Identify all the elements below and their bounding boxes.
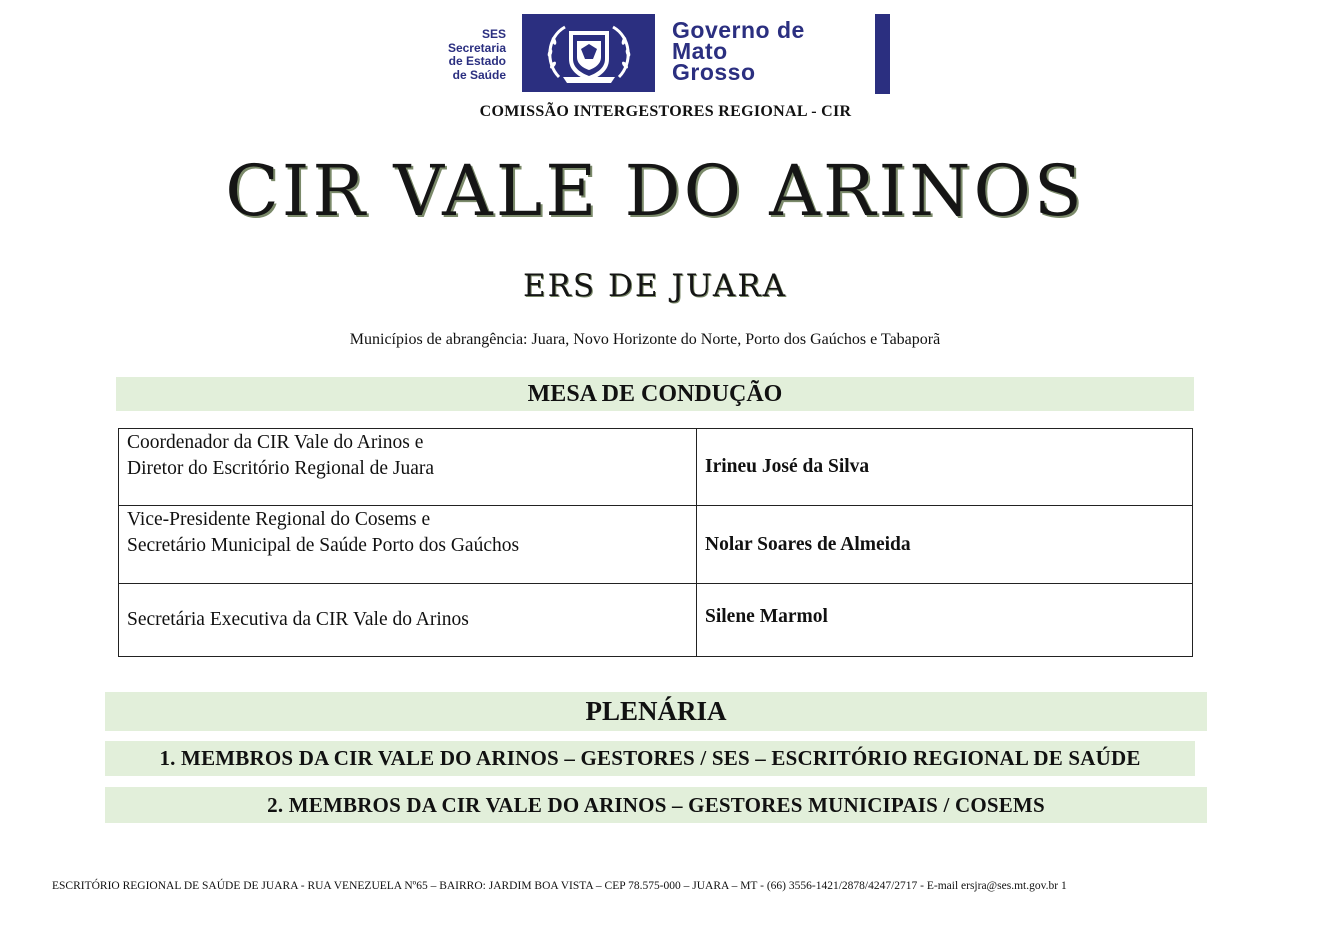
municipalities-line: Municípios de abrangência: Juara, Novo Horizonte do Norte, Porto dos Gaúchos e Tabaporã <box>349 331 941 348</box>
gov-line: Mato <box>672 38 728 64</box>
role-line: Secretário Municipal de Saúde Porto dos Gaúchos <box>127 535 520 556</box>
members-section-2: 2. MEMBROS DA CIR VALE DO ARINOS – GESTORES MUNICIPAIS / COSEMS <box>105 787 1207 823</box>
mesa-heading: MESA DE CONDUÇÃO <box>116 377 1194 411</box>
state-emblem <box>522 14 655 92</box>
members-section-1: 1. MEMBROS DA CIR VALE DO ARINOS – GESTORES / SES – ESCRITÓRIO REGIONAL DE SAÚDE <box>105 741 1195 776</box>
ses-logo-text <box>408 28 506 82</box>
brand-bar <box>875 14 890 94</box>
gov-line: Governo de <box>672 17 805 43</box>
ses-line: SES <box>481 27 506 41</box>
role-line: Vice-Presidente Regional do Cosems e <box>127 509 431 530</box>
ses-line: Secretaria <box>447 40 506 55</box>
page-title: CIR VALE DO ARINOS <box>225 150 1085 232</box>
name-cell: Nolar Soares de Almeida <box>697 506 1193 584</box>
coat-of-arms-icon <box>539 19 639 87</box>
role-cell <box>119 429 697 506</box>
footer-text: ESCRITÓRIO REGIONAL DE SAÚDE DE JUARA - RUA VENEZUELA Nº65 – BAIRRO: JARDIM BOA VISTA – CEP 78.575-000 – JUARA – MT - (66) 3556-1421/2878/4247/2717 - E-mail ersjra@ses.mt.gov.br <box>52 880 1059 892</box>
table-row <box>119 584 1193 657</box>
mesa-table <box>118 428 1193 657</box>
government-logo-text <box>672 17 805 85</box>
role-line: Coordenador da CIR Vale do Arinos e <box>127 432 424 453</box>
table-row <box>119 506 1193 584</box>
gov-line: Grosso <box>672 59 756 85</box>
role-line: Secretária Executiva da CIR Vale do Arinos <box>127 609 469 630</box>
footer-address <box>52 880 1292 892</box>
page-number: 1 <box>1060 880 1067 892</box>
ses-line: de Saúde <box>452 67 506 82</box>
role-cell <box>119 584 697 657</box>
plenaria-heading: PLENÁRIA <box>105 692 1207 731</box>
ses-line: de Estado <box>448 54 506 68</box>
role-cell <box>119 506 697 584</box>
role-line: Diretor do Escritório Regional de Juara <box>127 458 435 479</box>
name-cell: Irineu José da Silva <box>697 429 1193 506</box>
table-row <box>119 429 1193 506</box>
commission-title: COMISSÃO INTERGESTORES REGIONAL - CIR <box>479 103 852 120</box>
name-cell: Silene Marmol <box>697 584 1193 657</box>
page-subtitle: ERS DE JUARA <box>522 268 788 304</box>
page-header <box>0 14 1331 96</box>
